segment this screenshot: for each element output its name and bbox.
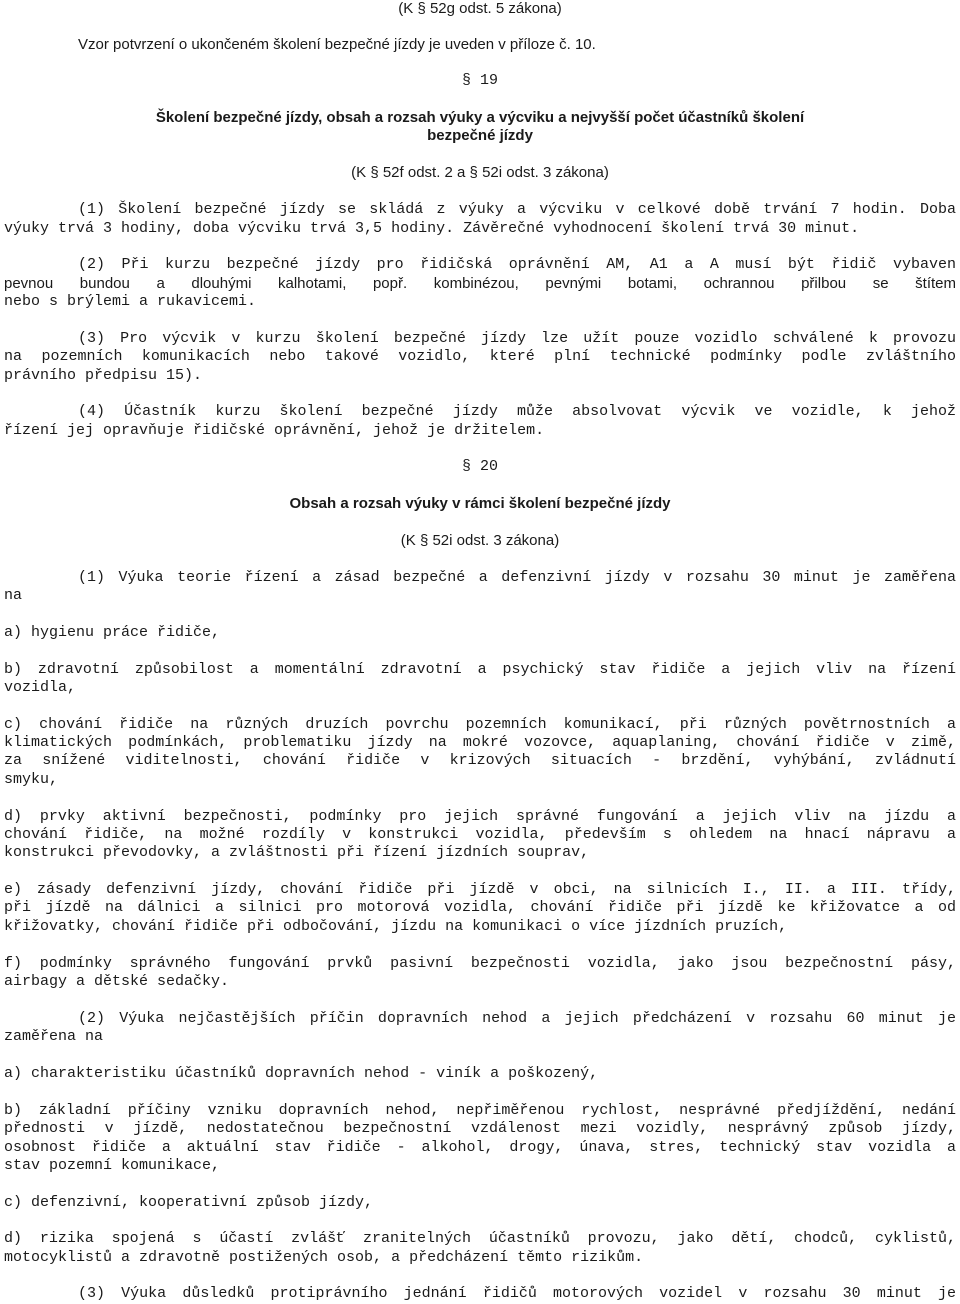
law-reference: (K § 52i odst. 3 zákona) bbox=[400, 532, 560, 549]
paragraph-line: (1) Školení bezpečné jízdy se skládá z výuky a výcviku v celkové době trvání 7 hodin. Doba bbox=[78, 201, 956, 218]
list-item: airbagy a dětské sedačky. bbox=[4, 973, 230, 990]
paragraph-line: výuky trvá 3 hodiny, doba výcviku trvá 3,5 hodiny. Závěrečné vyhodnocení školení trvá 30 minut. bbox=[4, 220, 860, 237]
paragraph-line: (3) Výuka důsledků protiprávního jednání řidičů motorových vozidel v rozsahu 30 minut je bbox=[78, 1285, 956, 1302]
list-item: klimatických podmínkách, problematiku jízdy na mokré vozovce, aquaplaning, chování řidiče v zimě, bbox=[4, 734, 956, 751]
paragraph-line: (3) Pro výcvik v kurzu školení bezpečné jízdy lze užít pouze vozidlo schválené k provozu bbox=[78, 330, 956, 347]
list-item: b) zdravotní způsobilost a momentální zdravotní a psychický stav řidiče a jejich vliv na řízení bbox=[4, 661, 956, 678]
list-item: a) hygienu práce řidiče, bbox=[4, 624, 221, 641]
list-item: c) chování řidiče na různých druzích povrchu pozemních komunikací, při různých povětrnostních a bbox=[4, 716, 956, 733]
section-number: § 20 bbox=[461, 458, 498, 475]
section-title: Obsah a rozsah výuky v rámci školení bezpečné jízdy bbox=[289, 495, 671, 512]
section-number: § 19 bbox=[461, 72, 498, 89]
paragraph-line: na bbox=[4, 587, 23, 604]
paragraph-line: právního předpisu 15). bbox=[4, 367, 203, 384]
paragraph-line: na pozemních komunikacích nebo takové vozidlo, které plní technické podmínky podle zvláštního bbox=[4, 348, 956, 365]
paragraph-line: řízení jej opravňuje řidičské oprávnění, jehož je držitelem. bbox=[4, 422, 545, 439]
law-reference: (K § 52g odst. 5 zákona) bbox=[398, 0, 562, 17]
paragraph-line: (2) Při kurzu bezpečné jízdy pro řidičská oprávnění AM, A1 a A musí být řidič vybaven bbox=[78, 256, 956, 273]
list-item: motocyklistů a zdravotně postižených osob, a předcházení těmto rizikům. bbox=[4, 1249, 644, 1266]
section-title: Školení bezpečné jízdy, obsah a rozsah výuky a výcviku a nejvyšší počet účastníků školení bbox=[155, 109, 805, 126]
list-item: za snížené viditelnosti, chování řidiče v krizových situacích - brzdění, vyhýbání, zvládnutí bbox=[4, 752, 956, 769]
list-item: d) prvky aktivní bezpečnosti, podmínky pro jejich správné fungování a jejich vliv na jízdu a bbox=[4, 808, 956, 825]
list-item: křižovatky, chování řidiče při odbočování, jízdu na komunikaci o více jízdních pruzích, bbox=[4, 918, 788, 935]
list-item: a) charakteristiku účastníků dopravních nehod - viník a poškozený, bbox=[4, 1065, 599, 1082]
list-item: chování řidiče, na možné rozdíly v konstrukci vozidla, především s ohledem na hnací nápravu a bbox=[4, 826, 956, 843]
paragraph-line: Vzor potvrzení o ukončeném školení bezpečné jízdy je uveden v příloze č. 10. bbox=[78, 36, 596, 53]
list-item: smyku, bbox=[4, 771, 59, 788]
list-item: konstrukci převodovky, a zvláštnosti při řízení jízdních souprav, bbox=[4, 844, 590, 861]
paragraph-line: (4) Účastník kurzu školení bezpečné jízdy může absolvovat výcvik ve vozidle, k jehož bbox=[78, 403, 956, 420]
list-item: osobnost řidiče a aktuální stav řidiče - alkohol, drogy, únava, stres, technický stav vozidla a bbox=[4, 1139, 956, 1156]
paragraph-line: pevnou bundou a dlouhými kalhotami, popř. kombinézou, pevnými botami, ochrannou přilbou se štítem bbox=[4, 275, 956, 292]
list-item: při jízdě na dálnici a silnici pro motorová vozidla, chování řidiče při jízdě ke křižovatce a od bbox=[4, 899, 956, 916]
paragraph-line: (2) Výuka nejčastějších příčin dopravních nehod a jejich předcházení v rozsahu 60 minut je bbox=[78, 1010, 956, 1027]
list-item: přednosti v jízdě, nedostatečnou bezpečnostní vzdálenost mezi vozidly, nesprávný způsob jízdy, bbox=[4, 1120, 956, 1137]
list-item: b) základní příčiny vzniku dopravních nehod, nepřiměřenou rychlost, nesprávné předjíždění, nedání bbox=[4, 1102, 956, 1119]
paragraph-line: (1) Výuka teorie řízení a zásad bezpečné a defenzivní jízdy v rozsahu 30 minut je zaměřena bbox=[78, 569, 956, 586]
list-item: e) zásady defenzivní jízdy, chování řidiče při jízdě v obci, na silnicích I., II. a III. třídy, bbox=[4, 881, 956, 898]
list-item: f) podmínky správného fungování prvků pasivní bezpečnosti vozidla, jako jsou bezpečnostní pásy, bbox=[4, 955, 956, 972]
list-item: stav pozemní komunikace, bbox=[4, 1157, 221, 1174]
section-title: bezpečné jízdy bbox=[427, 127, 533, 144]
list-item: d) rizika spojená s účastí zvlášť zranitelných účastníků provozu, jako dětí, chodců, cyklistů, bbox=[4, 1230, 956, 1247]
law-reference: (K § 52f odst. 2 a § 52i odst. 3 zákona) bbox=[351, 164, 609, 181]
paragraph-line: zaměřena na bbox=[4, 1028, 104, 1045]
list-item: c) defenzivní, kooperativní způsob jízdy, bbox=[4, 1194, 374, 1211]
list-item: vozidla, bbox=[4, 679, 77, 696]
paragraph-line: nebo s brýlemi a rukavicemi. bbox=[4, 293, 257, 310]
